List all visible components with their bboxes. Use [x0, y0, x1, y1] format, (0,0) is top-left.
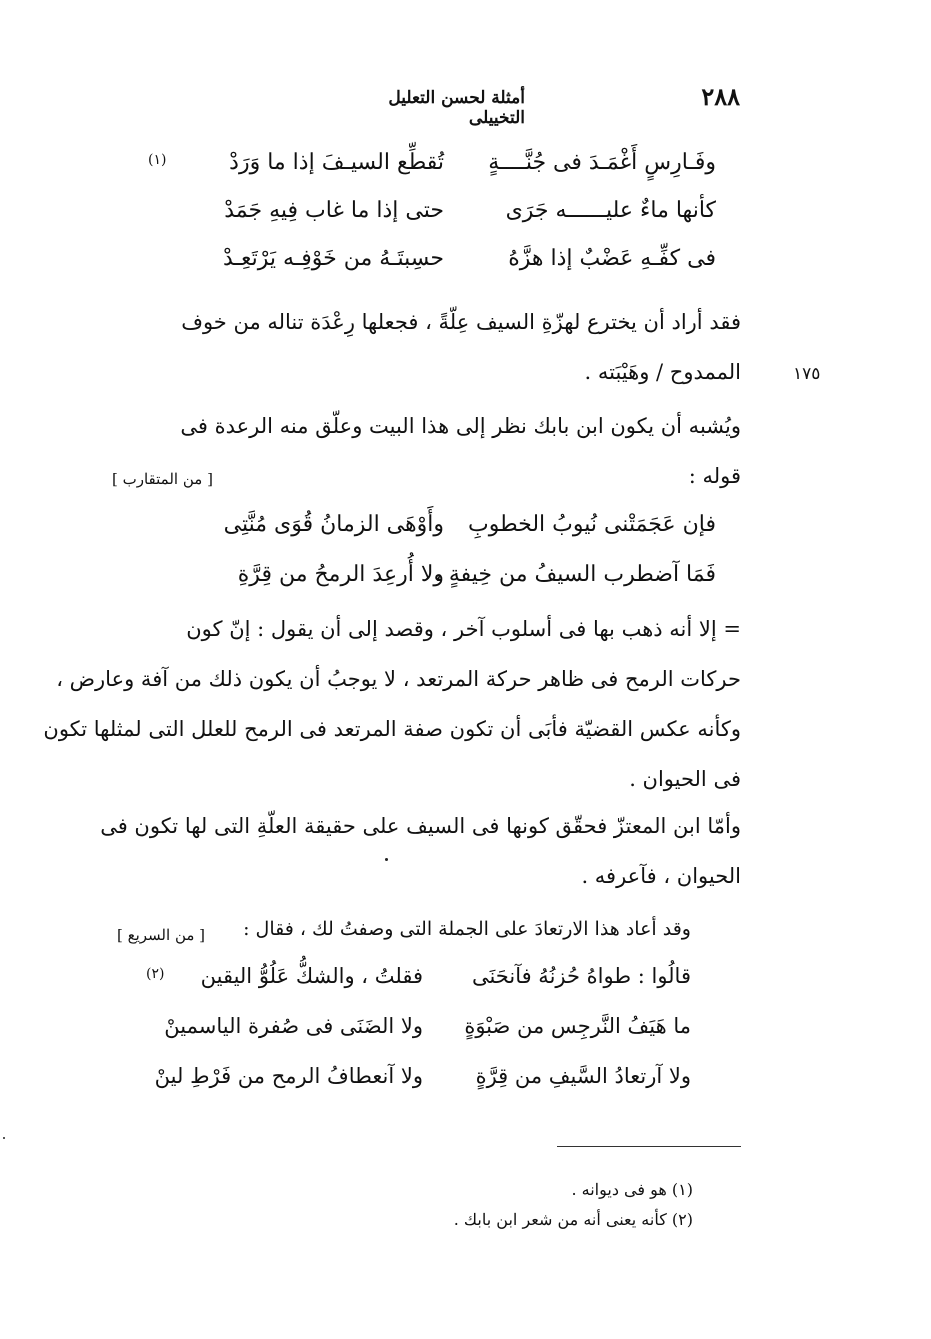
verse-hemistich-first: ولا آرتعادُ السَّيفِ من قِرَّةٍ — [475, 1064, 691, 1088]
footnote-rule — [557, 1146, 741, 1147]
verse-line — [186, 512, 716, 560]
paragraph-line: فى الحيوان . — [629, 767, 741, 791]
paragraph-line: وأمّا ابن المعتزّ فحقّق كونها فى السيف على حقيقة العلّةِ التى لها تكون فى — [100, 814, 741, 838]
paragraph-line: وكأنه عكس القضيّة فأبَى أن تكون صفة المرتعد فى الرمح للعلل التى لمثلها تكون — [43, 717, 741, 741]
paragraph-line: وقد أعاد هذا الارتعادَ على الجملة التى وصفتُ لك ، فقال : — [243, 918, 691, 940]
footnote-marker: (٢) — [146, 966, 165, 982]
paragraph-line: = إلا أنه ذهب بها فى أسلوب آخر ، وقصد إلى أن يقول : إنّ كون — [186, 617, 741, 641]
paragraph-line: الحيوان ، فآعرفه . — [581, 864, 741, 888]
verse-hemistich-second: وأَوْهَى الزمانُ قُوَى مُنَّتِى — [223, 512, 444, 537]
verse-hemistich-second: فقلتُ ، والشكُّ عَلُوُّ اليقين — [200, 964, 423, 988]
verse-hemistich-second: تُقطِّع السيـفَ إذا ما وَرَدْ — [229, 150, 444, 175]
verse-hemistich-first: قالُوا : طواهُ حُزنُهُ فآنحَنَى — [471, 964, 691, 988]
verse-line — [154, 1064, 691, 1112]
verse-line — [146, 964, 691, 1012]
paragraph-4 — [100, 814, 741, 909]
verse-hemistich-first: فى كفِّـهِ عَضْبٌ إذا هزَّهُ — [508, 246, 716, 271]
footnote: (١) هو فى ديوانه . — [571, 1180, 693, 1199]
footnote-marker: (١) — [148, 152, 167, 168]
verse-hemistich-second: حسِبتَـهُ من خَوْفِـه يَرْتَعِـدْ — [223, 246, 444, 271]
verse-line — [186, 246, 716, 294]
meter-label: [ من السريع ] — [117, 926, 206, 944]
poem-2 — [186, 512, 716, 612]
paragraph-line: حركات الرمح فى ظاهر حركة المرتعد ، لا يوجبُ أن يكون ذلك من آفة وعارض ، — [56, 667, 741, 691]
verse-hemistich-second: ولا أُرعِدَ الرمحُ من قِرَّةِ — [237, 562, 444, 587]
verse-line — [186, 562, 716, 610]
verse-hemistich-first: ما هَيَفُ النَّرجِس من صَبْوَةٍ — [464, 1014, 691, 1038]
verse-line — [148, 150, 716, 198]
verse-hemistich-first: فإن عَجَمَتْنى نُيوبُ الخطوبِ — [468, 512, 716, 537]
verse-hemistich-second: ولا الضَنَى فى صُفرة الياسمينْ — [164, 1014, 423, 1038]
poem-3 — [146, 964, 691, 1114]
page-header — [330, 82, 740, 128]
paragraph-line: ويُشبه أن يكون ابن بابك نظر إلى هذا البيت وعلّق منه الرعدة فى — [180, 414, 741, 438]
paragraph-1 — [116, 310, 741, 410]
running-head: أمثلة لحسن التعليل التخييلى — [388, 88, 525, 128]
stray-mark — [3, 1137, 5, 1139]
verse-hemistich-second: ولا آنعطافُ الرمح من فَرْطِ لينْ — [154, 1064, 423, 1088]
verse-hemistich-first: كأنها ماءٌ عليــــــه جَرَى — [505, 198, 716, 223]
paragraph-3 — [43, 617, 741, 817]
paragraph-line: قوله : — [688, 464, 741, 488]
meter-label: [ من المتقارب ] — [112, 470, 213, 488]
poem-1 — [148, 150, 716, 300]
page-number: ٢٨٨ — [701, 82, 740, 111]
footnote: (٢) كأنه يعنى أنه من شعر ابن بابك . — [453, 1210, 693, 1229]
verse-line — [164, 1014, 691, 1062]
verse-hemistich-second: حتى إذا ما غاب فِيهِ جَمَدْ — [224, 198, 444, 223]
paragraph-line: فقد أراد أن يخترع لهزّةِ السيف عِلّةً ، فجعلها رِعْدَة تناله من خوف — [181, 310, 741, 334]
paragraph-line: الممدوح / وهَيْبَته . — [584, 360, 741, 384]
margin-line-number: ١٧٥ — [793, 364, 821, 384]
verse-hemistich-first: فَمَا آضطرب السيفُ من خِيفةٍ ، — [434, 562, 716, 587]
verse-line — [186, 198, 716, 246]
paragraph-5 — [191, 918, 691, 958]
paragraph-2 — [116, 414, 741, 504]
stray-mark — [385, 858, 388, 861]
verse-hemistich-first: وفَـارِسٍ أَغْمَـدَ فى جُنَّــــةٍ — [488, 150, 716, 175]
